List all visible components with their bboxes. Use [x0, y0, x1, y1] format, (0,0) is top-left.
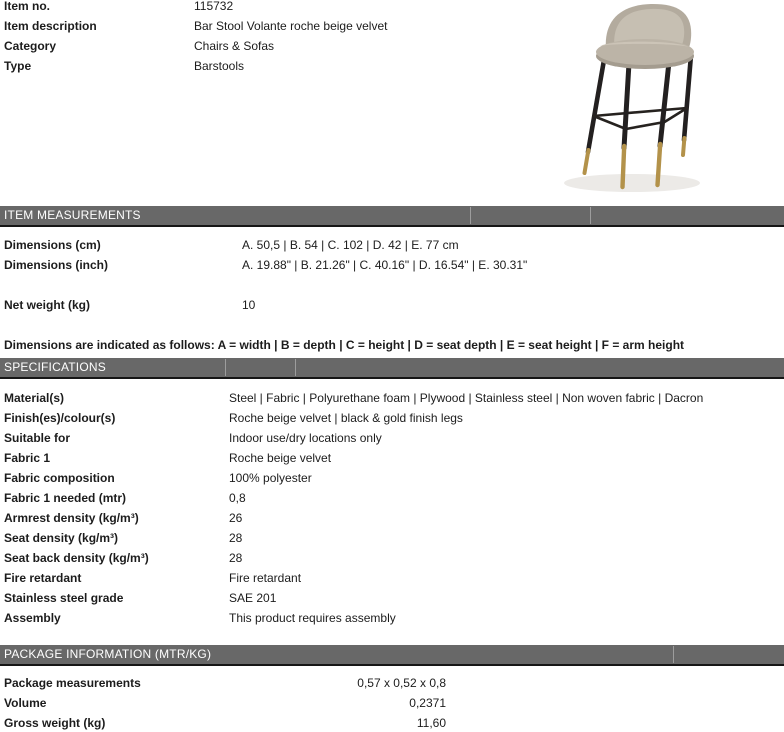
spec-row-suitable-for	[0, 428, 784, 448]
specifications-title: SPECIFICATIONS	[4, 360, 106, 374]
spec-label: Material(s)	[4, 391, 65, 405]
stool-footrest	[594, 108, 688, 129]
net-weight-value: 10	[242, 298, 256, 312]
package-information-header-bar	[0, 645, 784, 666]
spec-row-seat-back-density	[0, 548, 784, 568]
dimensions-cm-value: A. 50,5 | B. 54 | C. 102 | D. 42 | E. 77 cm	[242, 238, 459, 252]
package-information-title: PACKAGE INFORMATION (MTR/KG)	[4, 647, 212, 661]
spec-row-finish-colour	[0, 408, 784, 428]
spec-value: SAE 201	[229, 591, 277, 605]
spec-row-stainless-steel-grade	[0, 588, 784, 608]
spec-label: Armrest density (kg/m³)	[4, 511, 139, 525]
spec-row-fabric-1	[0, 448, 784, 468]
spec-label: Fabric 1	[4, 451, 51, 465]
stool-shadow	[564, 174, 700, 192]
spec-value: Fire retardant	[229, 571, 302, 585]
dimensions-cm-label: Dimensions (cm)	[4, 238, 101, 252]
header-separator	[590, 207, 591, 224]
net-weight-row	[0, 295, 784, 315]
volume-label: Volume	[4, 696, 47, 710]
item-description-label: Item description	[4, 19, 97, 33]
spec-label: Assembly	[4, 611, 61, 625]
dimensions-inch-row	[0, 255, 784, 275]
bar-stool-product-photo	[560, 0, 784, 200]
spec-value: Roche beige velvet	[229, 451, 332, 465]
dimensions-inch-label: Dimensions (inch)	[4, 258, 109, 272]
dimensions-cm-row	[0, 235, 784, 255]
dimensions-note: Dimensions are indicated as follows: A = width | B = depth | C = height | D = seat depth | E = seat height | F = arm height	[4, 338, 685, 352]
gross-weight-row	[0, 713, 784, 732]
spec-value: Roche beige velvet | black & gold finish legs	[229, 411, 463, 425]
gross-weight-value: 11,60	[416, 716, 446, 730]
type-value: Barstools	[194, 59, 245, 73]
category-label: Category	[4, 39, 57, 53]
spec-row-fire-retardant	[0, 568, 784, 588]
spec-row-fabric-composition	[0, 468, 784, 488]
spec-label: Seat back density (kg/m³)	[4, 551, 149, 565]
spec-row-materials	[0, 388, 784, 408]
header-separator	[470, 207, 471, 224]
spec-value: 0,8	[229, 491, 246, 505]
package-measurements-value: 0,57 x 0,52 x 0,8	[357, 676, 446, 690]
spec-label: Fabric composition	[4, 471, 115, 485]
spec-value: Indoor use/dry locations only	[229, 431, 382, 445]
spec-label: Suitable for	[4, 431, 71, 445]
spec-value: 100% polyester	[229, 471, 312, 485]
gross-weight-label: Gross weight (kg)	[4, 716, 106, 730]
header-separator	[673, 646, 674, 663]
type-label: Type	[4, 59, 32, 73]
spec-row-fabric-needed	[0, 488, 784, 508]
spec-label: Stainless steel grade	[4, 591, 124, 605]
spec-label: Finish(es)/colour(s)	[4, 411, 116, 425]
spec-row-assembly	[0, 608, 784, 628]
volume-value: 0,2371	[409, 696, 446, 710]
spec-label: Seat density (kg/m³)	[4, 531, 119, 545]
net-weight-label: Net weight (kg)	[4, 298, 90, 312]
category-value: Chairs & Sofas	[194, 39, 275, 53]
spec-row-armrest-density	[0, 508, 784, 528]
package-measurements-row	[0, 673, 784, 693]
dimensions-inch-value: A. 19.88" | B. 21.26" | C. 40.16" | D. 16.54" | E. 30.31"	[242, 258, 528, 272]
spec-label: Fabric 1 needed (mtr)	[4, 491, 127, 505]
spec-value: This product requires assembly	[229, 611, 396, 625]
item-no-value: 115732	[194, 0, 234, 13]
item-no-label: Item no.	[4, 0, 51, 13]
header-separator	[225, 359, 226, 376]
spec-value: 28	[229, 551, 243, 565]
item-measurements-title: ITEM MEASUREMENTS	[4, 208, 141, 222]
spec-value: 28	[229, 531, 243, 545]
item-measurements-header-bar	[0, 206, 784, 227]
package-measurements-label: Package measurements	[4, 676, 141, 690]
spec-value: Steel | Fabric | Polyurethane foam | Plywood | Stainless steel | Non woven fabric | Dacron	[229, 391, 704, 405]
specifications-header-bar	[0, 358, 784, 379]
volume-row	[0, 693, 784, 713]
header-separator	[295, 359, 296, 376]
item-description-value: Bar Stool Volante roche beige velvet	[194, 19, 388, 33]
spec-row-seat-density	[0, 528, 784, 548]
spec-label: Fire retardant	[4, 571, 82, 585]
spec-value: 26	[229, 511, 243, 525]
